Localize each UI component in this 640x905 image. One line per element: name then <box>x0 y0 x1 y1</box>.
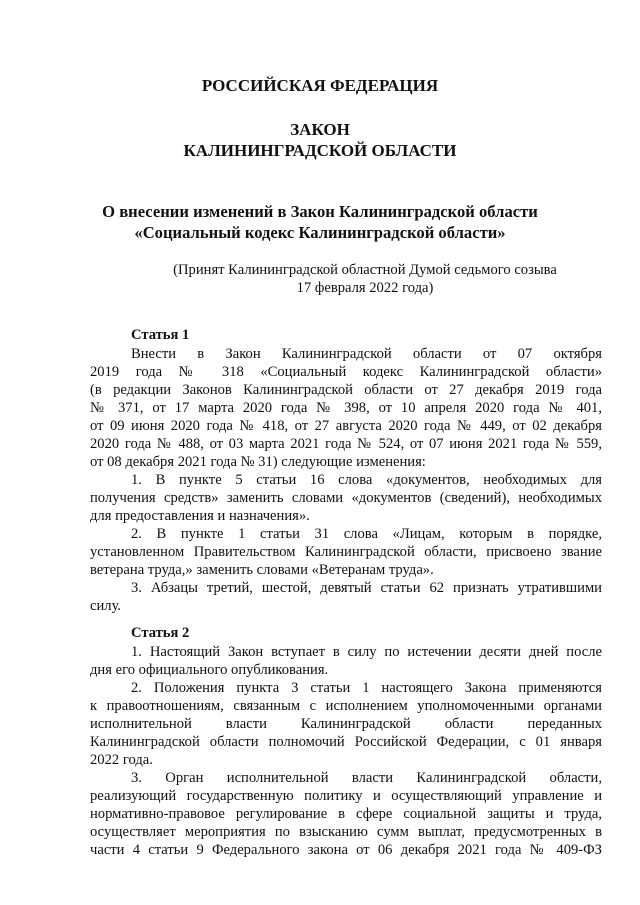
country-header: РОССИЙСКАЯ ФЕДЕРАЦИЯ <box>201 76 439 95</box>
article-1-line: получения средств» заменить словами «документов (сведений), необходимых <box>90 490 602 506</box>
article-1-line: силу. <box>90 598 122 614</box>
article-1-line: 2. В пункте 1 статьи 31 слова «Лицам, которым в порядке, <box>131 526 602 542</box>
article-2-line: дня его официального опубликования. <box>90 662 329 678</box>
article-1-line: 2019 года № 318 «Социальный кодекс Калининградской области» <box>90 364 602 380</box>
article-1-line: ветерана труда,» заменить словами «Ветеранам труда». <box>90 562 434 578</box>
article-1-line: № 371, от 17 марта 2020 года № 398, от 10 апреля 2020 года № 401, <box>90 400 602 416</box>
article-2-line: нормативно-правовое регулирование в сфере социальной защиты и труда, <box>90 806 602 822</box>
law-title-line-2: «Социальный кодекс Калининградской области» <box>134 223 506 242</box>
article-1-line: от 08 декабря 2021 года № 31) следующие изменения: <box>90 454 426 470</box>
article-1-line: 3. Абзацы третий, шестой, девятый статьи 62 признать утратившими <box>131 580 602 596</box>
article-1-line: от 09 июня 2020 года № 418, от 27 августа 2020 года № 449, от 02 декабря <box>90 418 602 434</box>
article-2-line: Калининградской области полномочий Российской Федерации, с 01 января <box>90 734 602 750</box>
article-2-line: 2022 года. <box>90 752 153 768</box>
article-1-line: установленном Правительством Калининградской области, присвоено звание <box>90 544 602 560</box>
article-2-line: 1. Настоящий Закон вступает в силу по истечении десяти дней после <box>131 644 602 660</box>
article-2-line: осуществляет мероприятия по взысканию сумм выплат, предусмотренных в <box>90 824 602 840</box>
adoption-note-line-2: 17 февраля 2022 года) <box>296 280 434 296</box>
law-title-line-1: О внесении изменений в Закон Калининградской области <box>102 202 538 221</box>
article-1-line: 1. В пункте 5 статьи 16 слова «документов, необходимых для <box>131 472 602 488</box>
article-1-line: 2020 года № 488, от 03 марта 2021 года № 524, от 07 июня 2021 года № 559, <box>90 436 602 452</box>
article-2-line: реализующий государственную политику и осуществляющий управление и <box>90 788 602 804</box>
article-1-line: Внести в Закон Калининградской области от 07 октября <box>131 346 602 362</box>
article-2-line: части 4 статьи 9 Федерального закона от 06 декабря 2021 года № 409-ФЗ <box>90 842 602 858</box>
article-2-line: к правоотношениям, связанным с исполнением уполномоченными органами <box>90 698 602 714</box>
article-2-line: исполнительной власти Калининградской области переданных <box>90 716 602 732</box>
article-2-line: 3. Орган исполнительной власти Калининградской области, <box>131 770 602 786</box>
adoption-note-line-1: (Принят Калининградской областной Думой седьмого созыва <box>173 262 557 278</box>
region-heading: КАЛИНИНГРАДСКОЙ ОБЛАСТИ <box>183 141 457 160</box>
article-1-heading: Статья 1 <box>131 327 190 343</box>
article-1-line: для предоставления и назначения». <box>90 508 310 524</box>
article-1-line: (в редакции Законов Калининградской области от 27 декабря 2019 года <box>90 382 602 398</box>
article-2-heading: Статья 2 <box>131 625 190 641</box>
doc-type-heading: ЗАКОН <box>290 120 350 139</box>
article-2-line: 2. Положения пункта 3 статьи 1 настоящего Закона применяются <box>131 680 602 696</box>
